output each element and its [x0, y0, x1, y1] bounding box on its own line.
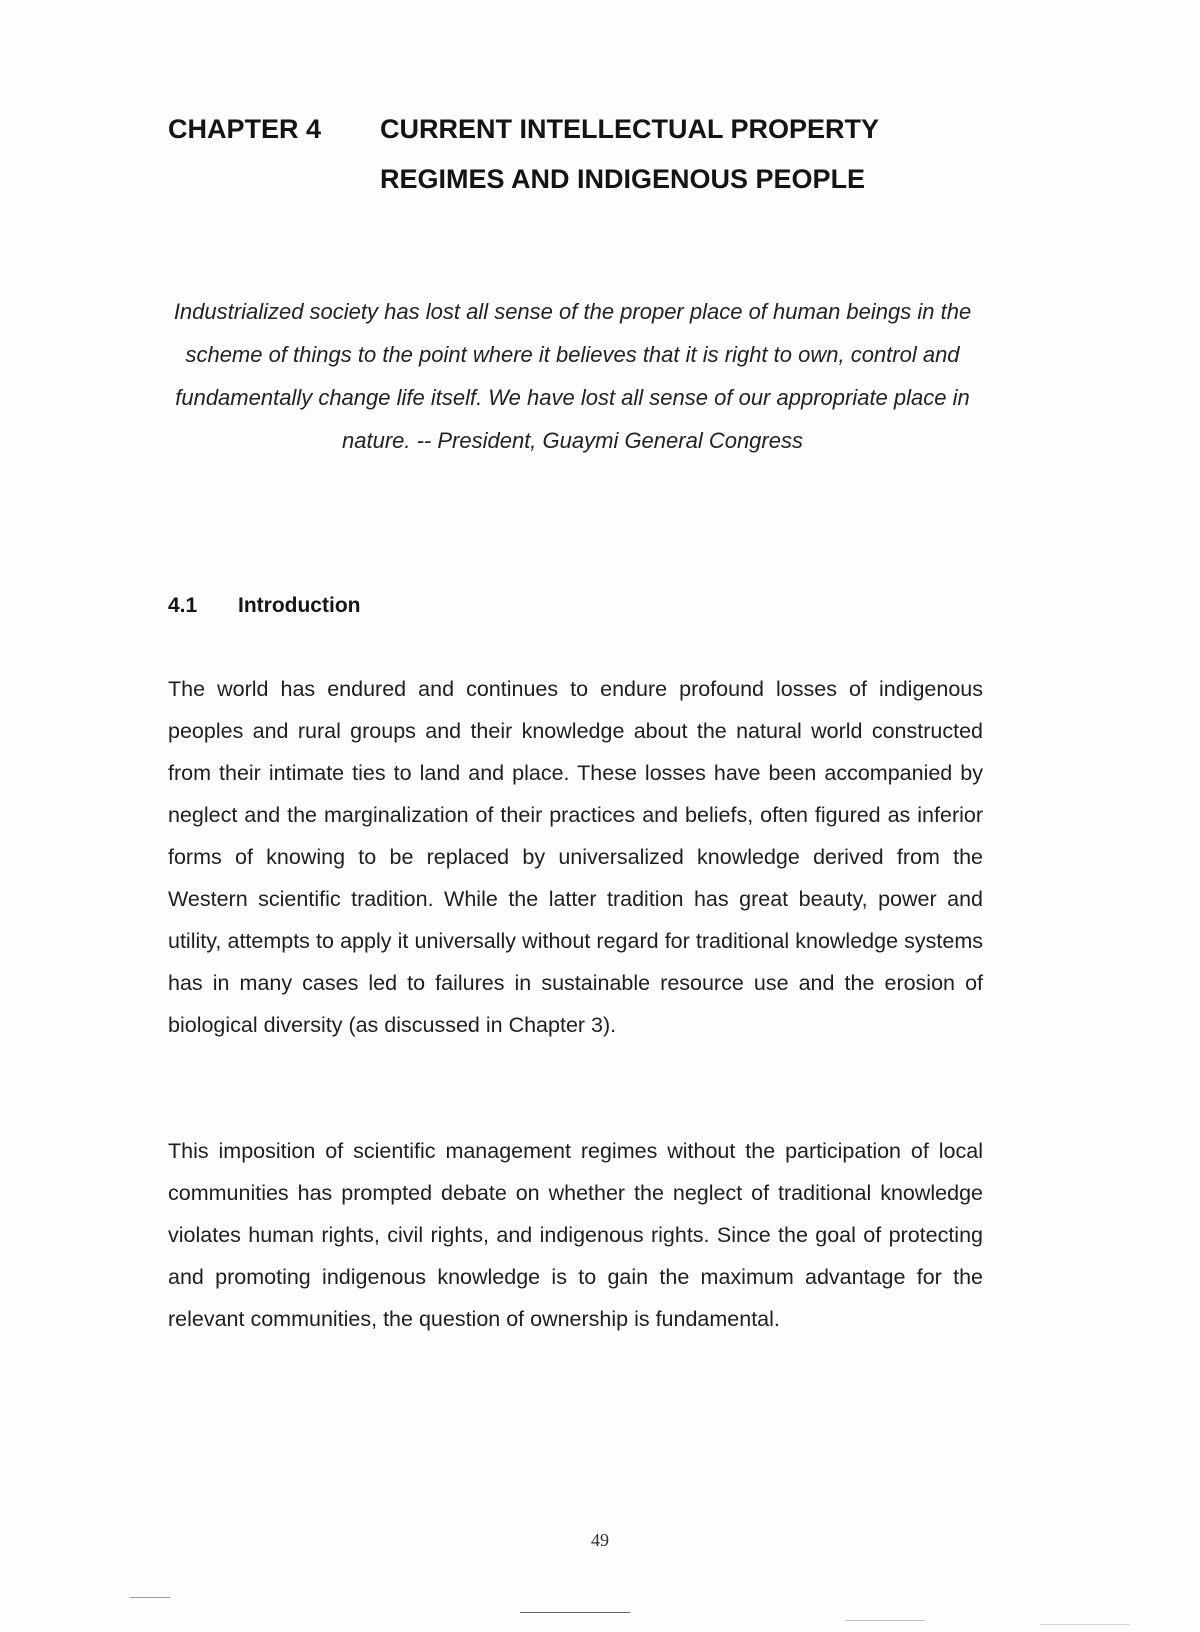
scan-artifact-line — [1040, 1624, 1130, 1625]
chapter-title — [380, 104, 940, 204]
section-number: 4.1 — [168, 594, 198, 617]
scan-artifact-line — [520, 1612, 630, 1613]
page-number: 49 — [591, 1530, 609, 1550]
section-title: Introduction — [238, 594, 361, 617]
chapter-title-line-1: CURRENT INTELLECTUAL PROPERTY — [380, 114, 880, 144]
epigraph-quote: Industrialized society has lost all sense of the proper place of human beings in the scheme of things to the point where it believes that it is right to own, control and fundamentally change life itself. We have lost all sense of our appropriate place in nature. -- President, Guaymi General Congress — [173, 299, 972, 453]
scan-artifact-line — [130, 1597, 170, 1598]
chapter-title-line-2: REGIMES AND INDIGENOUS PEOPLE — [380, 164, 866, 194]
body-paragraph-2: This imposition of scientific management regimes without the participation of local communities has prompted debate on whether the neglect of traditional knowledge violates human rights, civil rights, and indigenous rights. Since the goal of protecting and promoting indigenous knowledge is to gain the maximum advantage for the relevant communities, the question of ownership is fundamental. — [168, 1139, 983, 1331]
scan-artifact-line — [845, 1620, 925, 1621]
chapter-number: CHAPTER 4 — [168, 114, 322, 144]
body-paragraph-1: The world has endured and continues to endure profound losses of indigenous peoples and rural groups and their knowledge about the natural world constructed from their intimate ties to land and place. These losses have been accompanied by neglect and the marginalization of their practices and beliefs, often figured as inferior forms of knowing to be replaced by universalized knowledge derived from the Western scientific tradition. While the latter tradition has great beauty, power and utility, attempts to apply it universally without regard for traditional knowledge systems has in many cases led to failures in sustainable resource use and the erosion of biological diversity (as discussed in Chapter 3). — [168, 677, 983, 1037]
